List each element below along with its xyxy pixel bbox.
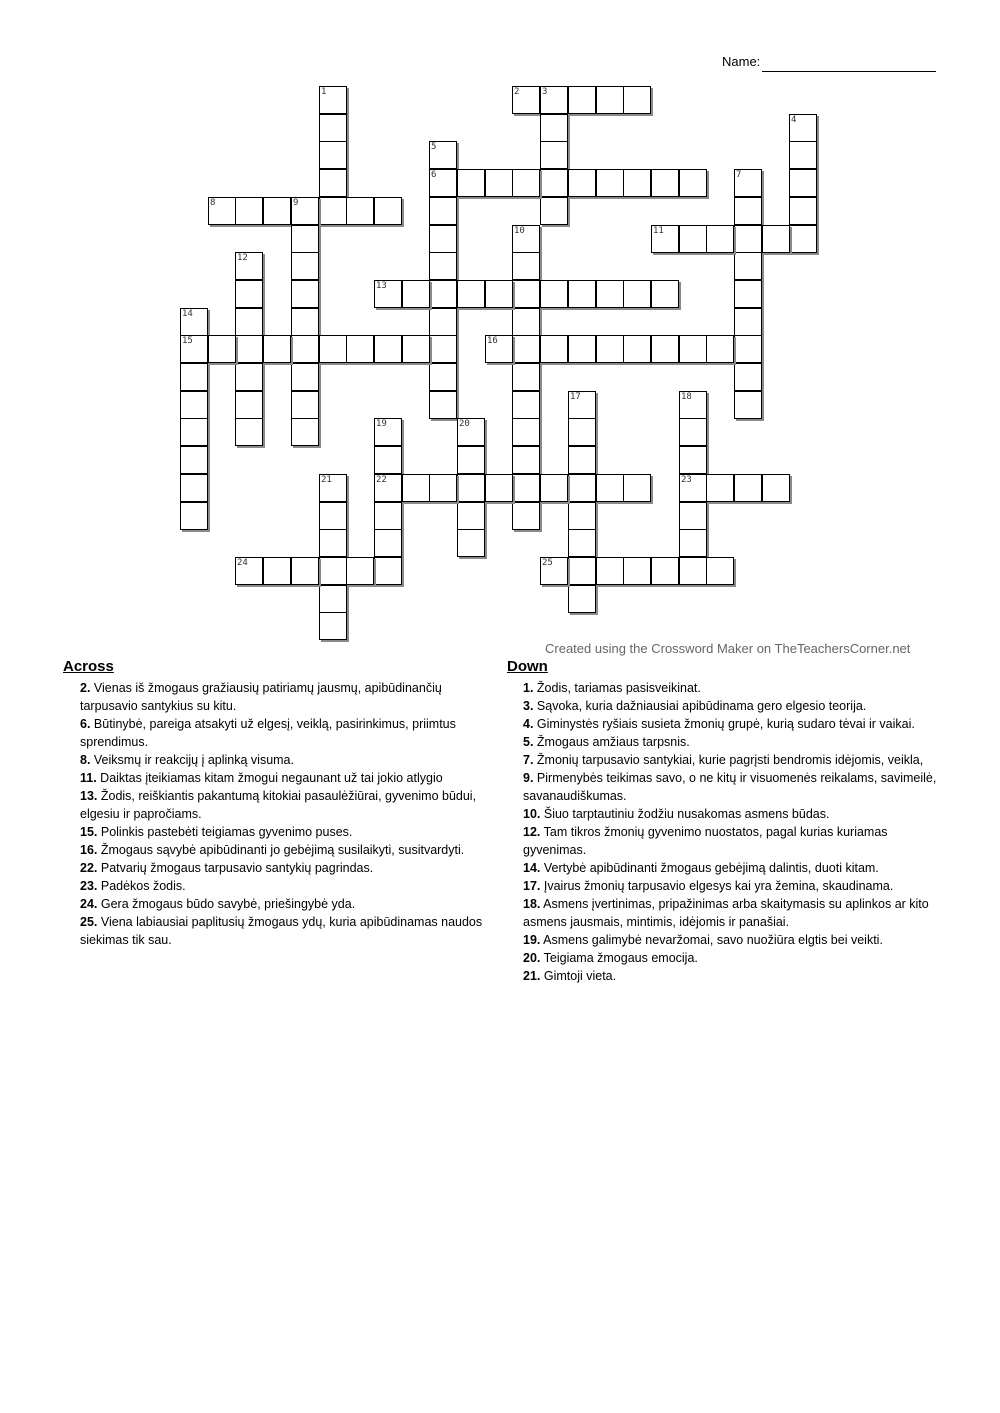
grid-cell[interactable] (734, 225, 762, 253)
grid-cell[interactable] (485, 474, 513, 502)
clue-text: Gimtoji vieta. (540, 969, 617, 983)
across-clue (80, 679, 485, 715)
clue-text: Žmogaus amžiaus tarpsnis. (533, 735, 690, 749)
grid-cell[interactable] (319, 141, 347, 169)
grid-cell[interactable] (235, 280, 263, 308)
clue-number-label: 9. (523, 771, 534, 785)
clue-number-label: 24. (80, 897, 98, 911)
clue-number-label: 19. (523, 933, 541, 947)
grid-cell[interactable] (235, 197, 263, 225)
clue-number: 4 (791, 115, 797, 125)
grid-cell[interactable] (235, 335, 263, 363)
grid-cell[interactable] (734, 252, 762, 280)
grid-cell[interactable] (679, 418, 707, 446)
across-clue (80, 823, 485, 841)
down-clue (523, 679, 943, 697)
grid-cell[interactable] (512, 252, 540, 280)
grid-cell[interactable] (374, 446, 402, 474)
grid-cell[interactable] (374, 335, 402, 363)
grid-cell[interactable] (596, 335, 624, 363)
grid-cell[interactable] (734, 335, 762, 363)
clue-number-label: 23. (80, 879, 98, 893)
grid-cell[interactable] (402, 280, 430, 308)
clue-text: Žodis, tariamas pasisveikinat. (533, 681, 701, 695)
grid-cell[interactable] (789, 169, 817, 197)
grid-cell[interactable] (596, 474, 624, 502)
clue-text: Viena labiausiai paplitusių žmogaus ydų, kuria apibūdinamas naudos siekimas tik sau. (80, 915, 483, 947)
clue-text: Įvairus žmonių tarpusavio elgesys kai yra žemina, skaudinama. (540, 879, 894, 893)
grid-cell[interactable] (457, 169, 485, 197)
clue-number-label: 25. (80, 915, 98, 929)
grid-cell[interactable] (512, 169, 540, 197)
down-clue (523, 949, 943, 967)
grid-cell[interactable] (429, 225, 457, 253)
grid-cell[interactable] (734, 308, 762, 336)
grid-cell[interactable] (235, 363, 263, 391)
clue-text: Padėkos žodis. (97, 879, 186, 893)
across-clue (80, 769, 485, 787)
grid-cell[interactable] (457, 280, 485, 308)
grid-cell[interactable] (319, 612, 347, 640)
grid-cell[interactable] (512, 474, 540, 502)
clue-number: 6 (431, 170, 437, 180)
grid-cell[interactable] (319, 169, 347, 197)
clue-number-label: 3. (523, 699, 534, 713)
clue-number-label: 2. (80, 681, 91, 695)
grid-cell[interactable] (319, 529, 347, 557)
clue-number-label: 14. (523, 861, 541, 875)
grid-cell[interactable] (429, 308, 457, 336)
grid-cell[interactable] (540, 280, 568, 308)
grid-cell[interactable] (596, 280, 624, 308)
grid-cell[interactable] (346, 335, 374, 363)
clue-number-label: 12. (523, 825, 541, 839)
grid-cell[interactable] (789, 141, 817, 169)
grid-cell[interactable] (319, 502, 347, 530)
clue-number: 24 (237, 558, 248, 568)
grid-cell[interactable] (568, 86, 596, 114)
clue-number: 18 (681, 392, 692, 402)
grid-cell[interactable] (512, 363, 540, 391)
grid-cell[interactable] (457, 502, 485, 530)
grid-cell[interactable] (679, 502, 707, 530)
grid-cell[interactable] (679, 446, 707, 474)
grid-cell[interactable] (512, 308, 540, 336)
grid-cell[interactable] (319, 557, 347, 585)
grid-cell[interactable] (512, 418, 540, 446)
grid-cell[interactable] (374, 529, 402, 557)
grid-cell[interactable] (679, 335, 707, 363)
grid-cell[interactable] (623, 557, 651, 585)
grid-cell[interactable] (596, 86, 624, 114)
grid-cell[interactable] (235, 308, 263, 336)
grid-cell[interactable] (291, 225, 319, 253)
down-clue (523, 823, 943, 859)
grid-cell[interactable] (485, 169, 513, 197)
clue-text: Gera žmogaus būdo savybė, priešingybė yda. (97, 897, 356, 911)
across-clue-list (80, 679, 485, 949)
down-clue (523, 751, 943, 769)
grid-cell[interactable] (789, 197, 817, 225)
grid-cell[interactable] (235, 391, 263, 419)
grid-cell[interactable] (319, 114, 347, 142)
grid-cell[interactable] (235, 418, 263, 446)
clue-number: 10 (514, 226, 525, 236)
across-clue (80, 895, 485, 913)
clue-number: 8 (210, 198, 216, 208)
grid-cell[interactable] (180, 446, 208, 474)
grid-cell[interactable] (512, 335, 540, 363)
grid-cell[interactable] (762, 474, 790, 502)
clue-number: 11 (653, 226, 664, 236)
grid-cell[interactable] (679, 529, 707, 557)
down-clue (523, 733, 943, 751)
grid-cell[interactable] (485, 280, 513, 308)
grid-cell[interactable] (623, 335, 651, 363)
grid-cell[interactable] (263, 557, 291, 585)
grid-cell[interactable] (734, 197, 762, 225)
grid-cell[interactable] (263, 335, 291, 363)
down-clue (523, 805, 943, 823)
grid-cell[interactable] (679, 169, 707, 197)
grid-cell[interactable] (706, 474, 734, 502)
down-clue (523, 859, 943, 877)
clue-text: Tam tikros žmonių gyvenimo nuostatos, pagal kurias kuriamas gyvenimas. (523, 825, 888, 857)
grid-cell[interactable] (706, 225, 734, 253)
clue-number-label: 7. (523, 753, 534, 767)
grid-cell[interactable] (457, 474, 485, 502)
grid-cell[interactable] (734, 363, 762, 391)
clue-number: 23 (681, 475, 692, 485)
grid-cell[interactable] (789, 225, 817, 253)
grid-cell[interactable] (429, 252, 457, 280)
grid-cell[interactable] (180, 474, 208, 502)
grid-cell[interactable] (402, 335, 430, 363)
grid-cell[interactable] (734, 391, 762, 419)
grid-cell[interactable] (540, 197, 568, 225)
across-clue (80, 877, 485, 895)
down-clue (523, 769, 943, 805)
grid-cell[interactable] (291, 391, 319, 419)
grid-cell[interactable] (291, 252, 319, 280)
clue-number: 14 (182, 309, 193, 319)
grid-cell[interactable] (679, 225, 707, 253)
grid-cell[interactable] (734, 280, 762, 308)
grid-cell[interactable] (568, 169, 596, 197)
grid-cell[interactable] (568, 446, 596, 474)
clue-number: 12 (237, 253, 248, 263)
grid-cell[interactable] (457, 529, 485, 557)
grid-cell[interactable] (291, 308, 319, 336)
clue-text: Asmens įvertinimas, pripažinimas arba skaitymasis su aplinkos ar kito asmens jausmais, mintimis, idėjomis ir panašiai. (523, 897, 929, 929)
across-clue (80, 751, 485, 769)
grid-cell[interactable] (291, 363, 319, 391)
grid-cell[interactable] (429, 363, 457, 391)
down-clue (523, 877, 943, 895)
clue-text: Patvarių žmogaus tarpusavio santykių pagrindas. (97, 861, 374, 875)
grid-cell[interactable] (319, 585, 347, 613)
grid-cell[interactable] (540, 141, 568, 169)
grid-cell[interactable] (374, 197, 402, 225)
grid-cell[interactable] (568, 474, 596, 502)
grid-cell[interactable] (623, 280, 651, 308)
clue-number-label: 1. (523, 681, 534, 695)
down-clue-list (523, 679, 943, 985)
down-clue (523, 697, 943, 715)
down-clue (523, 931, 943, 949)
clue-text: Vienas iš žmogaus gražiausių patiriamų jausmų, apibūdinančių tarpusavio santykius su kitu. (80, 681, 442, 713)
grid-cell[interactable] (429, 335, 457, 363)
grid-cell[interactable] (568, 418, 596, 446)
clue-number: 17 (570, 392, 581, 402)
clue-text: Daiktas įteikiamas kitam žmogui negaunant už tai jokio atlygio (96, 771, 443, 785)
grid-cell[interactable] (208, 335, 236, 363)
clue-number-label: 6. (80, 717, 91, 731)
clue-number-label: 4. (523, 717, 534, 731)
grid-cell[interactable] (374, 557, 402, 585)
grid-cell[interactable] (540, 114, 568, 142)
across-heading: Across (63, 658, 114, 675)
grid-cell[interactable] (623, 474, 651, 502)
clue-text: Polinkis pastebėti teigiamas gyvenimo puses. (97, 825, 353, 839)
grid-cell[interactable] (568, 502, 596, 530)
grid-cell[interactable] (651, 169, 679, 197)
grid-cell[interactable] (623, 169, 651, 197)
grid-cell[interactable] (429, 391, 457, 419)
grid-cell[interactable] (291, 280, 319, 308)
clue-text: Žmogaus sąvybė apibūdinanti jo gebėjimą susilaikyti, susitvardyti. (97, 843, 465, 857)
clue-text: Būtinybė, pareiga atsakyti už elgesį, veiklą, pasirinkimus, priimtus sprendimus. (80, 717, 456, 749)
clue-number: 19 (376, 419, 387, 429)
grid-cell[interactable] (319, 197, 347, 225)
clue-number: 22 (376, 475, 387, 485)
grid-cell[interactable] (568, 335, 596, 363)
grid-cell[interactable] (512, 391, 540, 419)
grid-cell[interactable] (319, 335, 347, 363)
clue-number-label: 8. (80, 753, 91, 767)
grid-cell[interactable] (568, 585, 596, 613)
across-clue (80, 913, 485, 949)
clue-number: 5 (431, 142, 437, 152)
grid-cell[interactable] (651, 557, 679, 585)
clue-text: Žodis, reiškiantis pakantumą kitokiai pasaulėžiūrai, gyvenimo būdui, elgesiu ir papročiams. (80, 789, 477, 821)
grid-cell[interactable] (568, 557, 596, 585)
clue-number-label: 15. (80, 825, 98, 839)
clue-text: Giminystės ryšiais susieta žmonių grupė, kurią sudaro tėvai ir vaikai. (533, 717, 915, 731)
down-clue (523, 895, 943, 931)
down-clue (523, 967, 943, 985)
grid-cell[interactable] (512, 280, 540, 308)
grid-cell[interactable] (540, 169, 568, 197)
clue-number: 13 (376, 281, 387, 291)
grid-cell[interactable] (429, 474, 457, 502)
clue-number: 21 (321, 475, 332, 485)
grid-cell[interactable] (596, 169, 624, 197)
clue-number: 7 (736, 170, 742, 180)
clue-number: 25 (542, 558, 553, 568)
grid-cell[interactable] (540, 335, 568, 363)
grid-cell[interactable] (291, 418, 319, 446)
grid-cell[interactable] (568, 280, 596, 308)
across-clue (80, 715, 485, 751)
clue-number-label: 18. (523, 897, 541, 911)
clue-number: 3 (542, 87, 548, 97)
crossword-grid (0, 0, 1000, 640)
grid-cell[interactable] (429, 280, 457, 308)
grid-cell[interactable] (263, 197, 291, 225)
credit-text: Created using the Crossword Maker on TheTeachersCorner.net (545, 641, 911, 656)
clue-number-label: 16. (80, 843, 98, 857)
grid-cell[interactable] (346, 197, 374, 225)
clue-number: 20 (459, 419, 470, 429)
clue-number-label: 20. (523, 951, 541, 965)
grid-cell[interactable] (512, 446, 540, 474)
clue-text: Žmonių tarpusavio santykiai, kurie pagrįsti bendromis idėjomis, veikla, (533, 753, 924, 767)
grid-cell[interactable] (429, 197, 457, 225)
clue-text: Sąvoka, kuria dažniausiai apibūdinama gero elgesio teorija. (533, 699, 867, 713)
grid-cell[interactable] (762, 225, 790, 253)
grid-cell[interactable] (568, 529, 596, 557)
grid-cell[interactable] (679, 557, 707, 585)
clue-number-label: 13. (80, 789, 98, 803)
grid-cell[interactable] (180, 363, 208, 391)
grid-cell[interactable] (651, 280, 679, 308)
grid-cell[interactable] (374, 502, 402, 530)
clue-number-label: 10. (523, 807, 541, 821)
across-clue (80, 787, 485, 823)
down-heading: Down (507, 658, 548, 675)
clue-text: Veiksmų ir reakcijų į aplinką visuma. (90, 753, 294, 767)
grid-cell[interactable] (457, 446, 485, 474)
clue-number-label: 11. (80, 771, 97, 785)
grid-cell[interactable] (651, 335, 679, 363)
grid-cell[interactable] (706, 335, 734, 363)
grid-cell[interactable] (512, 502, 540, 530)
clue-text: Šiuo tarptautiniu žodžiu nusakomas asmens būdas. (540, 807, 830, 821)
grid-cell[interactable] (734, 474, 762, 502)
across-clue (80, 841, 485, 859)
clue-number-label: 21. (523, 969, 541, 983)
clue-number: 1 (321, 87, 327, 97)
clue-number: 9 (293, 198, 299, 208)
grid-cell[interactable] (402, 474, 430, 502)
clue-text: Vertybė apibūdinanti žmogaus gebėjimą dalintis, duoti kitam. (540, 861, 879, 875)
grid-cell[interactable] (623, 86, 651, 114)
clue-text: Teigiama žmogaus emocija. (540, 951, 698, 965)
grid-cell[interactable] (180, 391, 208, 419)
grid-cell[interactable] (540, 474, 568, 502)
clue-number-label: 22. (80, 861, 98, 875)
clue-number: 15 (182, 336, 193, 346)
across-clue (80, 859, 485, 877)
grid-cell[interactable] (291, 557, 319, 585)
clue-text: Pirmenybės teikimas savo, o ne kitų ir visuomenės reikalams, savimeilė, savanaudiškumas. (523, 771, 937, 803)
down-clue (523, 715, 943, 733)
grid-cell[interactable] (291, 335, 319, 363)
clue-number-label: 17. (523, 879, 541, 893)
grid-cell[interactable] (346, 557, 374, 585)
clue-text: Asmens galimybė nevaržomai, savo nuožiūra elgtis bei veikti. (540, 933, 883, 947)
grid-cell[interactable] (180, 418, 208, 446)
clue-number: 2 (514, 87, 520, 97)
grid-cell[interactable] (180, 502, 208, 530)
grid-cell[interactable] (596, 557, 624, 585)
clue-number-label: 5. (523, 735, 534, 749)
grid-cell[interactable] (706, 557, 734, 585)
clue-number: 16 (487, 336, 498, 346)
name-label: Name: (722, 54, 761, 69)
